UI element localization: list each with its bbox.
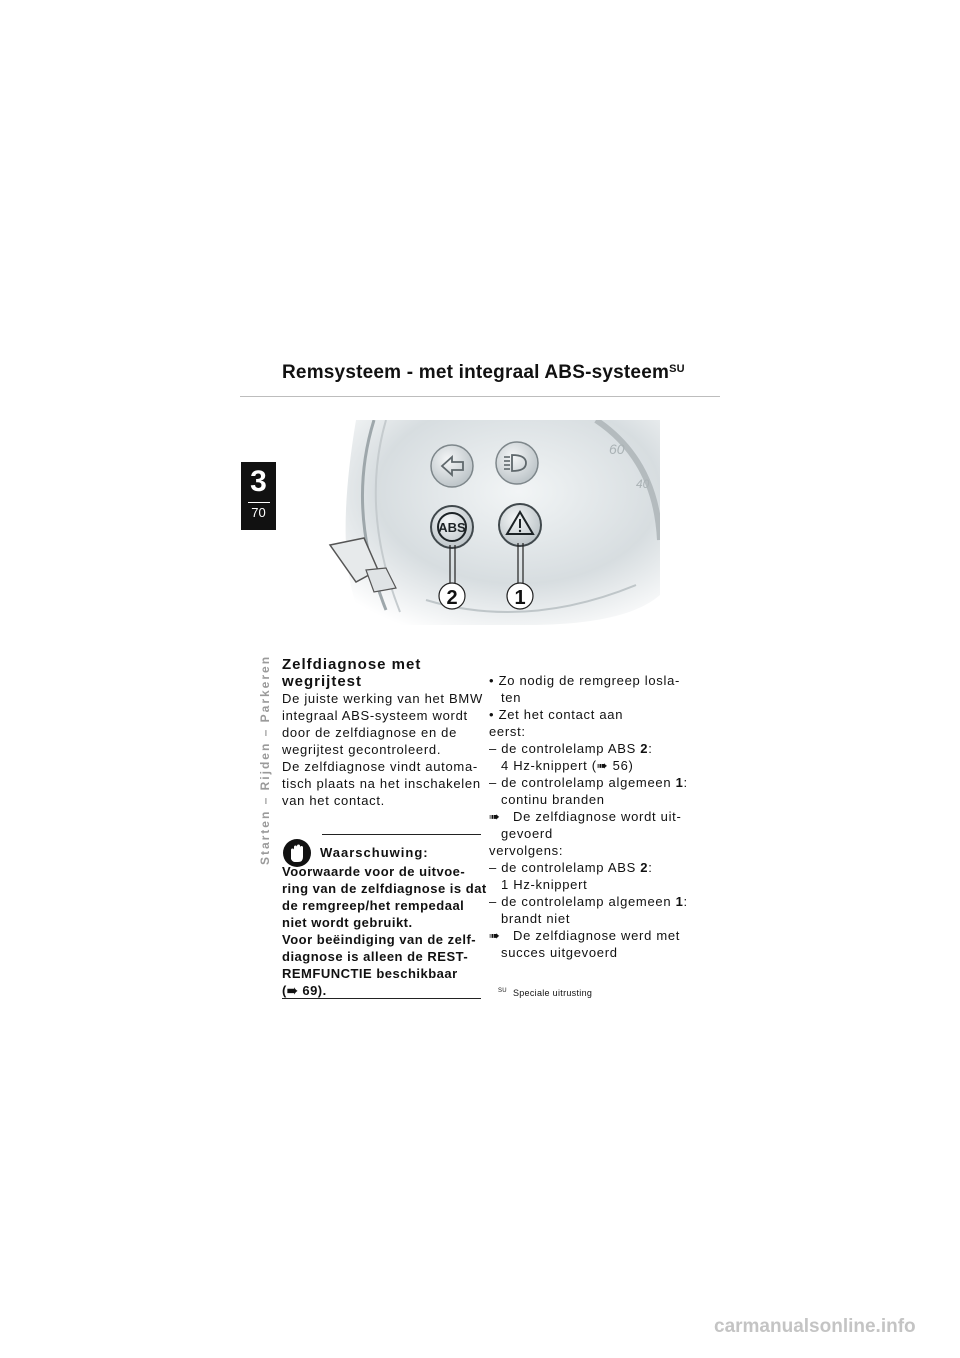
- body-line: De juiste werking van het BMW: [282, 691, 483, 706]
- result-arrow-icon: ➠: [489, 928, 501, 943]
- right-column: [489, 672, 699, 961]
- title-divider: [240, 396, 720, 397]
- page-title-sup: SU: [669, 363, 685, 375]
- warning-label: Waarschuwing:: [320, 845, 429, 860]
- step-ref-number: 1: [675, 775, 684, 790]
- step-line: [489, 808, 699, 825]
- page-number: 70: [251, 505, 266, 520]
- step-ref-number: 1: [675, 894, 684, 909]
- section-heading: [282, 656, 482, 690]
- warning-line: Voor beëindiging van de zelf-: [282, 932, 477, 947]
- speedo-label-40: 40: [636, 477, 650, 491]
- turn-signal-button: [431, 445, 473, 487]
- callout-2-label: 2: [446, 587, 458, 609]
- step-ref-number: 2: [640, 741, 649, 756]
- step-text: – de controlelamp ABS: [489, 860, 641, 875]
- warning-divider-bottom: [282, 998, 481, 999]
- abs-lamp-label: ABS: [438, 520, 466, 535]
- body-line: wegrijtest gecontroleerd.: [282, 742, 442, 757]
- chapter-side-label: Starten – Rijden – Parkeren: [258, 654, 272, 866]
- step-text: – de controlelamp algemeen: [489, 894, 676, 909]
- step-line: [489, 774, 699, 791]
- warning-line: REMFUNCTIE beschikbaar: [282, 966, 458, 981]
- step-ref-number: 2: [640, 860, 649, 875]
- abs-warning-lamp: [431, 506, 473, 548]
- warning-line: (➠ 69).: [282, 983, 327, 998]
- step-text: – de controlelamp algemeen: [489, 775, 676, 790]
- warning-line: de remgreep/het rempedaal: [282, 898, 465, 913]
- headlight-button: [496, 442, 538, 484]
- page-title: [282, 362, 722, 384]
- left-column: [282, 656, 482, 809]
- instrument-cluster-illustration: [326, 420, 660, 630]
- instrument-cluster-figure: [326, 420, 660, 630]
- warning-line: diagnose is alleen de REST-: [282, 949, 469, 964]
- body-line: tisch plaats na het inschakelen: [282, 776, 481, 791]
- speedo-label-60: 60: [609, 441, 625, 457]
- step-text: De zelfdiagnose wordt uit-: [513, 809, 682, 824]
- page-title-text: Remsysteem - met integraal ABS-systeem: [282, 362, 670, 383]
- section-heading-line: wegrijtest: [282, 673, 363, 690]
- step-text: :: [683, 775, 688, 790]
- callout-1: [507, 583, 533, 609]
- step-text: :: [683, 894, 688, 909]
- step-text: :: [648, 741, 653, 756]
- step-line: 4 Hz-knippert (➠ 56): [501, 758, 634, 773]
- footnote-text: Speciale uitrusting: [512, 988, 593, 998]
- chapter-number: 3: [250, 465, 267, 498]
- warning-line: Voorwaarde voor de uitvoe-: [282, 864, 466, 879]
- watermark: carmanualsonline.info: [714, 1316, 916, 1337]
- step-line: 1 Hz-knippert: [501, 877, 588, 892]
- step-line: brandt niet: [501, 911, 571, 926]
- warning-text: [282, 863, 487, 999]
- step-line: [489, 893, 699, 910]
- section-body: [282, 690, 482, 809]
- warning-divider-top: [322, 834, 481, 835]
- footnote-mark: SU: [498, 988, 507, 994]
- step-line: • Zet het contact aan: [489, 707, 624, 722]
- chapter-tab: [241, 462, 276, 530]
- step-text: – de controlelamp ABS: [489, 741, 641, 756]
- section-heading-line: Zelfdiagnose met: [282, 656, 422, 673]
- warning-line: niet wordt gebruikt.: [282, 915, 413, 930]
- general-warning-lamp: [499, 504, 541, 546]
- body-line: van het contact.: [282, 793, 385, 808]
- step-line: eerst:: [489, 724, 526, 739]
- step-line: [489, 740, 699, 757]
- step-line: [489, 859, 699, 876]
- result-arrow-icon: ➠: [489, 809, 501, 824]
- body-line: De zelfdiagnose vindt automa-: [282, 759, 478, 774]
- step-line: continu branden: [501, 792, 605, 807]
- step-line: [489, 927, 699, 944]
- step-text: De zelfdiagnose werd met: [513, 928, 681, 943]
- step-line: ten: [501, 690, 522, 705]
- body-line: door de zelfdiagnose en de: [282, 725, 458, 740]
- step-line: succes uitgevoerd: [501, 945, 618, 960]
- step-line: • Zo nodig de remgreep losla-: [489, 673, 681, 688]
- callout-2: [439, 583, 465, 609]
- callout-1-label: 1: [514, 587, 526, 609]
- step-line: gevoerd: [501, 826, 553, 841]
- warning-line: ring van de zelfdiagnose is dat: [282, 881, 487, 896]
- step-line: vervolgens:: [489, 843, 564, 858]
- step-text: :: [648, 860, 653, 875]
- footnote: [498, 988, 592, 998]
- body-line: integraal ABS-systeem wordt: [282, 708, 468, 723]
